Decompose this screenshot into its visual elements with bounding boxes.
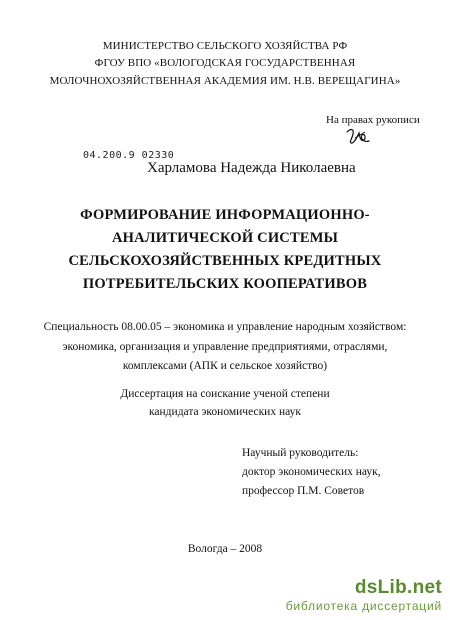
specialty-line-1: Специальность 08.00.05 – экономика и управление народным хозяйством:	[43, 321, 407, 333]
supervisor-line-1: Научный руководитель:	[242, 447, 359, 459]
ministry-line-2: ФГОУ ВПО «ВОЛОГОДСКАЯ ГОСУДАРСТВЕННАЯ	[94, 57, 356, 69]
specialty-line-2: экономика, организация и управление предприятиями, отраслями,	[62, 341, 388, 353]
specialty-line-3: комплексами (АПК и сельское хозяйство)	[122, 360, 328, 372]
supervisor-line-3: профессор П.М. Советов	[242, 485, 365, 497]
city-year: Вологда – 2008	[187, 543, 263, 555]
ministry-line-3: МОЛОЧНОХОЗЯЙСТВЕННАЯ АКАДЕМИЯ ИМ. Н.В. ВЕРЕЩАГИНА»	[49, 75, 401, 87]
title-line-2: АНАЛИТИЧЕСКОЙ СИСТЕМЫ	[111, 230, 339, 246]
degree-line-1: Диссертация на соискание ученой степени	[120, 388, 330, 400]
degree-line-2: кандидата экономических наук	[149, 406, 301, 418]
title-line-4: ПОТРЕБИТЕЛЬСКИХ КООПЕРАТИВОВ	[82, 276, 368, 292]
supervisor-line-2: доктор экономических наук,	[242, 466, 381, 478]
watermark-logo: dsLib.net	[354, 577, 442, 598]
signature-icon	[345, 126, 373, 148]
manuscript-rights-note: На правах рукописи	[326, 114, 420, 126]
ministry-line-1: МИНИСТЕРСТВО СЕЛЬСКОГО ХОЗЯЙСТВА РФ	[102, 40, 348, 52]
author-name: Харламова Надежда Николаевна	[147, 160, 356, 176]
inventory-stamp: 04.200.9 02330	[83, 150, 175, 161]
title-line-3: СЕЛЬСКОХОЗЯЙСТВЕННЫХ КРЕДИТНЫХ	[68, 253, 382, 269]
watermark-subtitle: библиотека диссертаций	[285, 599, 442, 613]
title-line-1: ФОРМИРОВАНИЕ ИНФОРМАЦИОННО-	[80, 207, 370, 223]
watermark	[286, 577, 442, 613]
